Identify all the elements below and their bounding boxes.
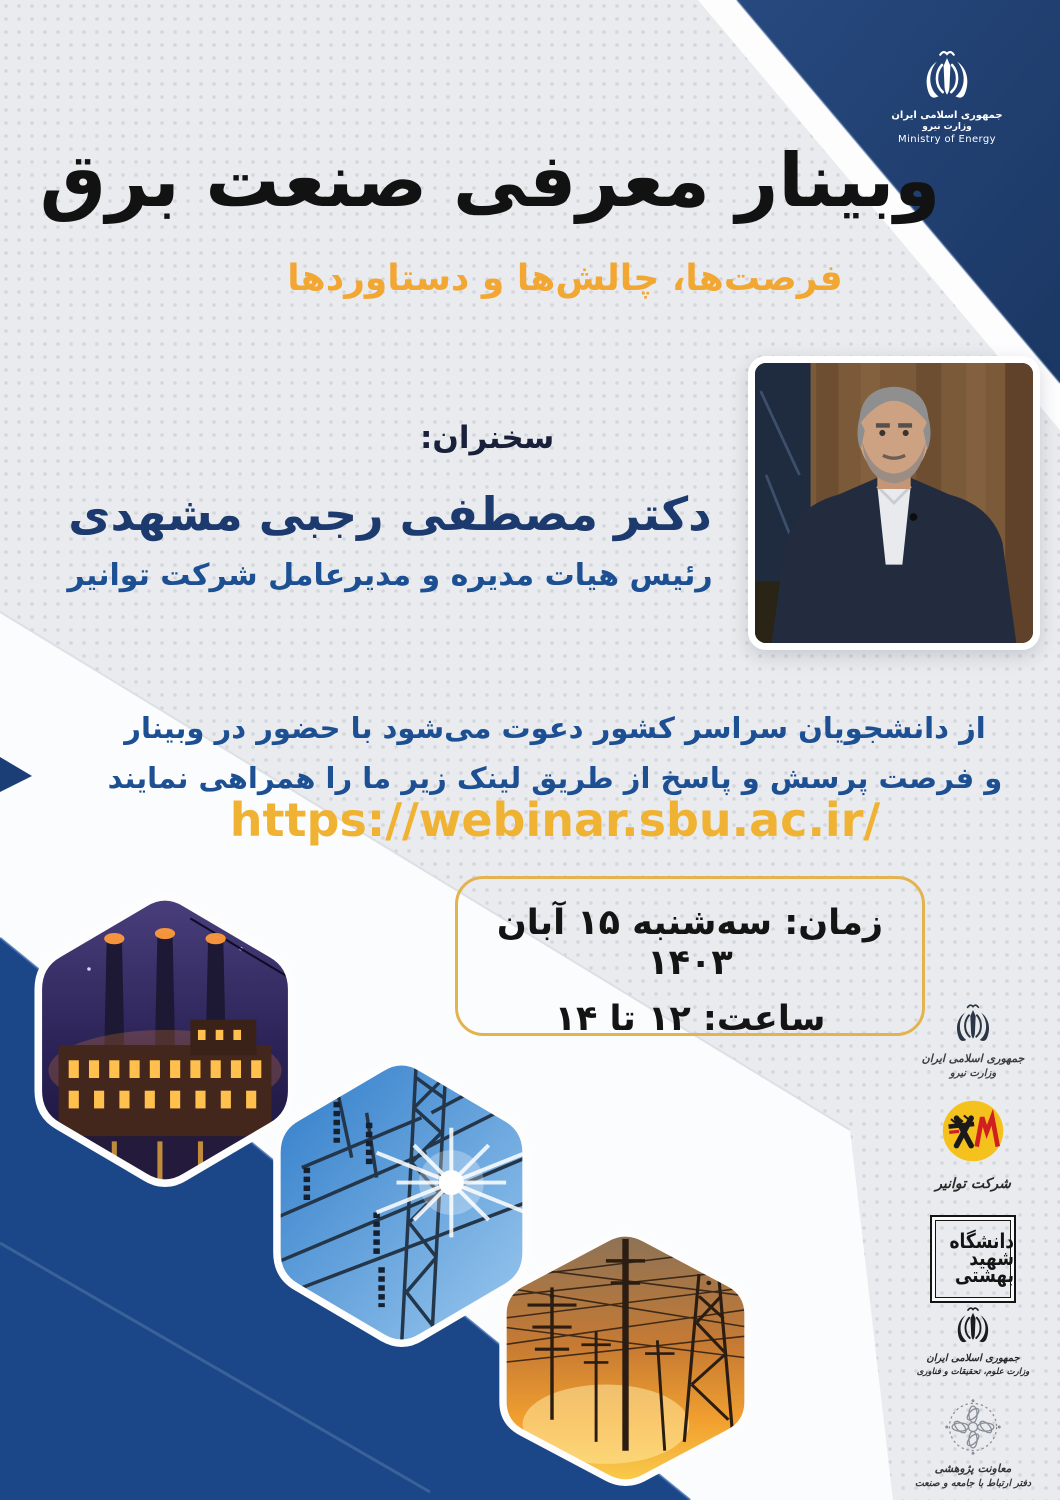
iran-emblem-icon — [953, 1002, 993, 1046]
sbu-word-2: شهید — [969, 1246, 1014, 1271]
gov-energy-ministry-logo — [898, 1002, 1048, 1079]
tavanir-caption: شرکت توانیر — [935, 1176, 1011, 1192]
speaker-role: رئیس هیات مدیره و مدیرعامل شرکت توانیر — [67, 558, 713, 593]
power-plant-photo — [38, 893, 292, 1187]
ornament-medallion-icon — [944, 1398, 1002, 1456]
invitation-text — [75, 703, 1035, 803]
speaker-portrait-illustration — [755, 363, 1033, 643]
sbu-word-1: دانشگاه — [949, 1229, 1014, 1254]
schedule-date: زمان: سه‌شنبه ۱۵ آبان ۱۴۰۳ — [496, 903, 884, 983]
research-office-line-2: دفتر ارتباط با جامعه و صنعت — [914, 1478, 1032, 1489]
gov-science-ministry-line: وزارت علوم، تحقیقات و فناوری — [916, 1367, 1030, 1377]
gov-science-country-line: جمهوری اسلامی ایران — [926, 1353, 1020, 1364]
science-ministry-logo — [893, 1305, 1053, 1377]
speaker-photo — [748, 356, 1040, 650]
invitation-line-1: از دانشجویان سراسر کشور دعوت می‌شود با حضور در وبینار — [124, 711, 986, 745]
moe-ministry-line: وزارت نیرو — [922, 122, 972, 132]
speaker-name: دکتر مصطفی رجبی مشهدی — [68, 487, 712, 541]
poster-title: وبینار معرفی صنعت برق — [39, 138, 941, 224]
moe-country-line: جمهوری اسلامی ایران — [891, 110, 1003, 121]
gov-energy-ministry-line: وزارت نیرو — [949, 1068, 997, 1079]
schedule-time: ساعت: ۱۲ تا ۱۴ — [554, 999, 826, 1039]
schedule-box — [455, 876, 925, 1039]
moe-english-line: Ministry of Energy — [898, 134, 996, 145]
speaker-label: سخنران: — [420, 420, 555, 456]
tavanir-logo — [905, 1098, 1041, 1192]
research-office-logo — [893, 1398, 1053, 1489]
invitation-line-2: و فرصت پرسش و پاسخ از طریق لینک زیر ما را همراهی نمایند — [107, 761, 1003, 795]
iran-emblem-icon — [921, 48, 973, 104]
poster-subtitle: فرصت‌ها، چالش‌ها و دستاوردها — [287, 258, 843, 299]
transmission-tower-photo — [275, 1058, 528, 1347]
research-office-line-1: معاونت پژوهشی — [934, 1462, 1012, 1475]
shahid-beheshti-university-logo — [930, 1215, 1016, 1303]
tavanir-emblem-icon — [940, 1098, 1006, 1164]
gov-energy-country-line: جمهوری اسلامی ایران — [921, 1052, 1025, 1065]
webinar-link[interactable]: https://webinar.sbu.ac.ir/ — [229, 793, 881, 847]
sunset-pylons-photo — [503, 1230, 748, 1486]
iran-emblem-icon — [954, 1305, 992, 1347]
ministry-of-energy-logo — [862, 48, 1032, 145]
sbu-word-3: بهشتی — [954, 1263, 1014, 1288]
